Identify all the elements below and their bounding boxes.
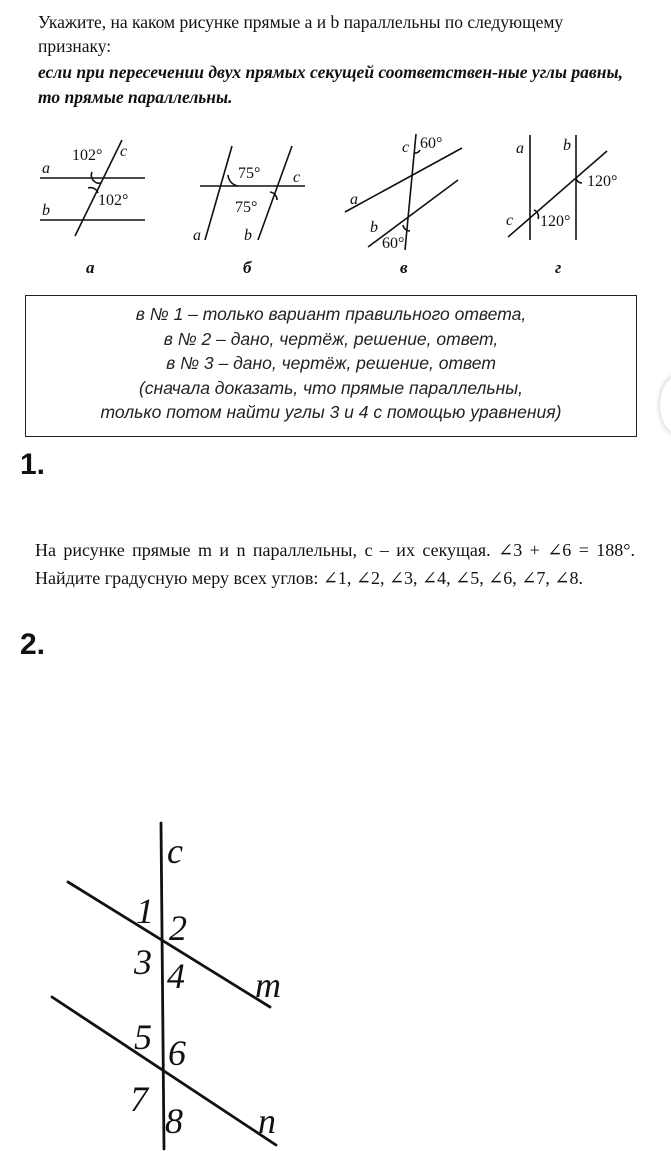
fig-g-arc-1 — [576, 178, 582, 183]
label-angle-7: 7 — [130, 1079, 148, 1119]
fig-v-label-angle2: 60° — [382, 235, 405, 252]
label-n: n — [258, 1101, 276, 1141]
problem-number-2: 2. — [20, 628, 46, 661]
fig-g-label-b: b — [563, 137, 571, 154]
fig-caption-a: а — [86, 258, 95, 277]
fig-v-label-angle1: 60° — [420, 135, 443, 152]
figures-row — [0, 0, 671, 260]
fig-v-label-c: c — [402, 139, 410, 156]
fig-a-label-b: b — [42, 202, 50, 219]
fig-g-label-a: a — [516, 140, 524, 157]
line-c — [161, 823, 164, 1149]
label-angle-2: 2 — [169, 908, 187, 948]
label-angle-8: 8 — [165, 1101, 183, 1141]
fig-v-label-b: b — [370, 219, 378, 236]
fig-caption-g: г — [555, 258, 562, 277]
fig-a-label-angle1: 102° — [72, 147, 103, 164]
note-box — [25, 295, 637, 437]
fig-v-label-a: a — [350, 191, 358, 208]
fig-b-line-b — [258, 146, 292, 240]
problem-number-1: 1. — [20, 448, 46, 481]
fig-b-label-angle2: 75° — [235, 199, 258, 216]
fig-g-label-angle1: 120° — [587, 173, 618, 190]
note-line: в № 1 – только вариант правильного ответа, — [135, 304, 527, 324]
fig-a-label-a: a — [42, 160, 50, 177]
task-rule: если при пересечении двух прямых секущей соответствен-ные углы равны, то прямые параллельны. — [38, 62, 623, 107]
label-angle-3: 3 — [134, 942, 152, 982]
label-angle-6: 6 — [168, 1033, 186, 1073]
fig-b-line-a — [205, 146, 232, 240]
note-line: в № 3 – дано, чертёж, решение, ответ — [166, 353, 496, 373]
fig-g-label-angle2: 120° — [540, 213, 571, 230]
fig-b-label-c: c — [293, 169, 301, 186]
note-line: только потом найти углы 3 и 4 с помощью уравнения) — [100, 402, 562, 422]
fig-b-label-b: b — [244, 227, 252, 244]
label-c: c — [167, 831, 183, 871]
fig-caption-b: б — [243, 258, 252, 277]
fig-caption-v: в — [400, 258, 408, 277]
floating-scroll-button[interactable] — [660, 375, 671, 435]
label-m: m — [255, 965, 281, 1005]
fig-a-label-c: c — [120, 143, 128, 160]
fig-b-label-angle1: 75° — [238, 165, 261, 182]
task-intro: Укажите, на каком рисунке прямые a и b параллельны по следующему признаку: — [38, 12, 564, 56]
fig-b-label-a: a — [193, 227, 201, 244]
fig-b-arc-1 — [228, 175, 238, 186]
fig-g-label-c: c — [506, 212, 514, 229]
label-angle-4: 4 — [167, 956, 185, 996]
label-angle-1: 1 — [136, 891, 154, 931]
label-angle-5: 5 — [134, 1017, 152, 1057]
fig-v-line-a — [345, 148, 462, 212]
problem-1-text: На рисунке прямые m и n параллельны, c – их секущая. ∠3 + ∠6 = 188°. Найдите градусную меру всех углов: ∠1, ∠2, ∠3, ∠4, ∠5, ∠6, ∠7, ∠8. — [35, 540, 635, 588]
note-line: в № 2 – дано, чертёж, решение, ответ, — [163, 328, 499, 349]
note-line: (сначала доказать, что прямые параллельны, — [138, 377, 523, 398]
diagram-2 — [0, 811, 671, 1151]
fig-a-label-angle2: 102° — [98, 192, 129, 209]
